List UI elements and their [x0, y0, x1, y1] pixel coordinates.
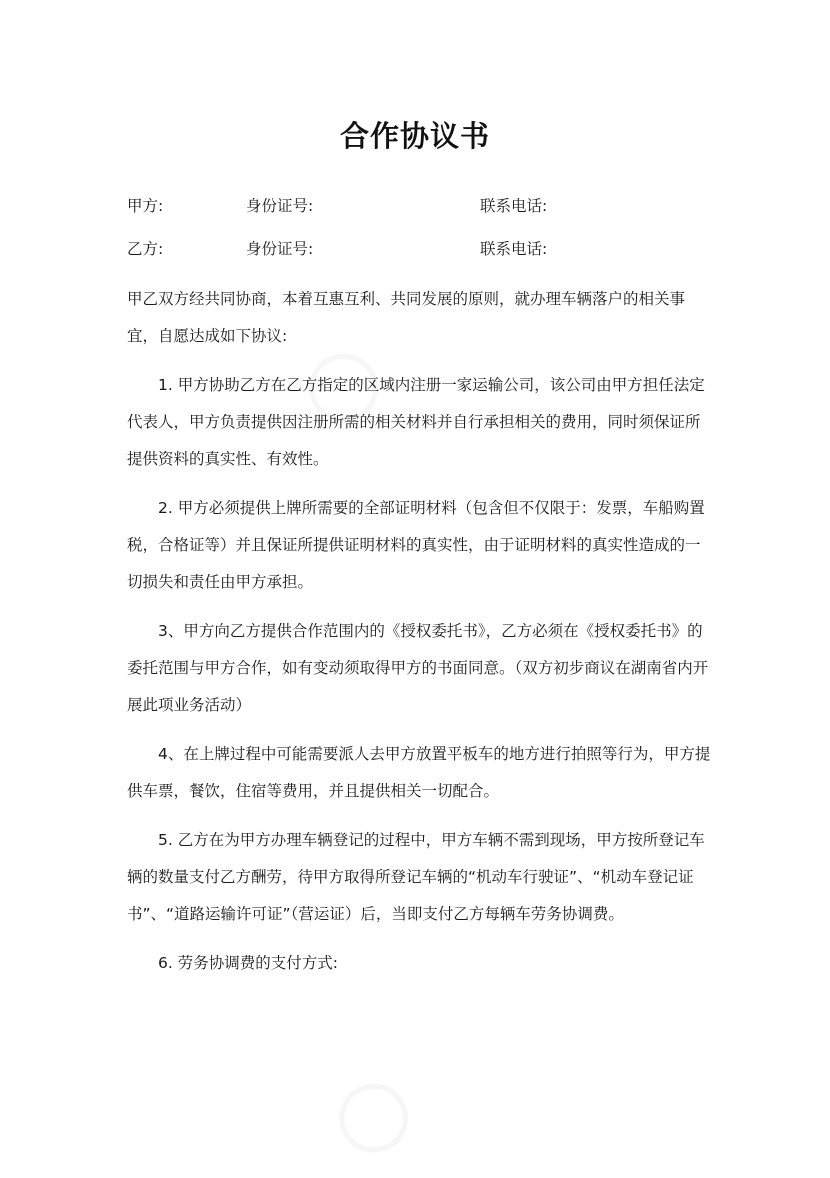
clause-2: 2. 甲方必须提供上牌所需要的全部证明材料（包含但不仅限于：发票，车船购置税，合格证等）并且保证所提供证明材料的真实性，由于证明材料的真实性造成的一切损失和责任由甲方承担。	[127, 499, 705, 591]
party-a-id-label: 身份证号:	[246, 197, 314, 215]
party-b-phone-label: 联系电话:	[480, 240, 548, 258]
intro-paragraph: 甲乙双方经共同协商，本着互惠互利、共同发展的原则，就办理车辆落户的相关事宜，自愿达成如下协议:	[127, 290, 686, 345]
party-a-phone-label: 联系电话:	[480, 197, 548, 215]
party-b-label: 乙方:	[127, 240, 164, 258]
clause-6: 6. 劳务协调费的支付方式:	[158, 954, 338, 972]
clause-1: 1. 甲方协助乙方在乙方指定的区域内注册一家运输公司，该公司由甲方担任法定代表人，甲方负责提供因注册所需的相关材料并自行承担相关的费用，同时须保证所提供资料的真实性、有效性。	[127, 376, 705, 468]
party-b-id-label: 身份证号:	[246, 240, 314, 258]
clause-4: 4、在上牌过程中可能需要派人去甲方放置平板车的地方进行拍照等行为，甲方提供车票，餐饮，住宿等费用，并且提供相关一切配合。	[127, 745, 711, 800]
clause-3: 3、甲方向乙方提供合作范围内的《授权委托书》，乙方必须在《授权委托书》的委托范围与甲方合作，如有变动须取得甲方的书面同意。（双方初步商议在湖南省内开展此项业务活动）	[127, 622, 709, 714]
watermark	[306, 1047, 433, 1178]
party-a-label: 甲方:	[127, 197, 164, 215]
agreement-body	[127, 281, 711, 982]
clause-5: 5. 乙方在为甲方办理车辆登记的过程中，甲方车辆不需到现场，甲方按所登记车辆的数量支付乙方酬劳，待甲方取得所登记车辆的“机动车行驶证”、“机动车登记证书”、“道路运输许可证”（营运证）后，当即支付乙方每辆车劳务协调费。	[127, 831, 705, 923]
document-title: 合作协议书	[339, 119, 490, 153]
